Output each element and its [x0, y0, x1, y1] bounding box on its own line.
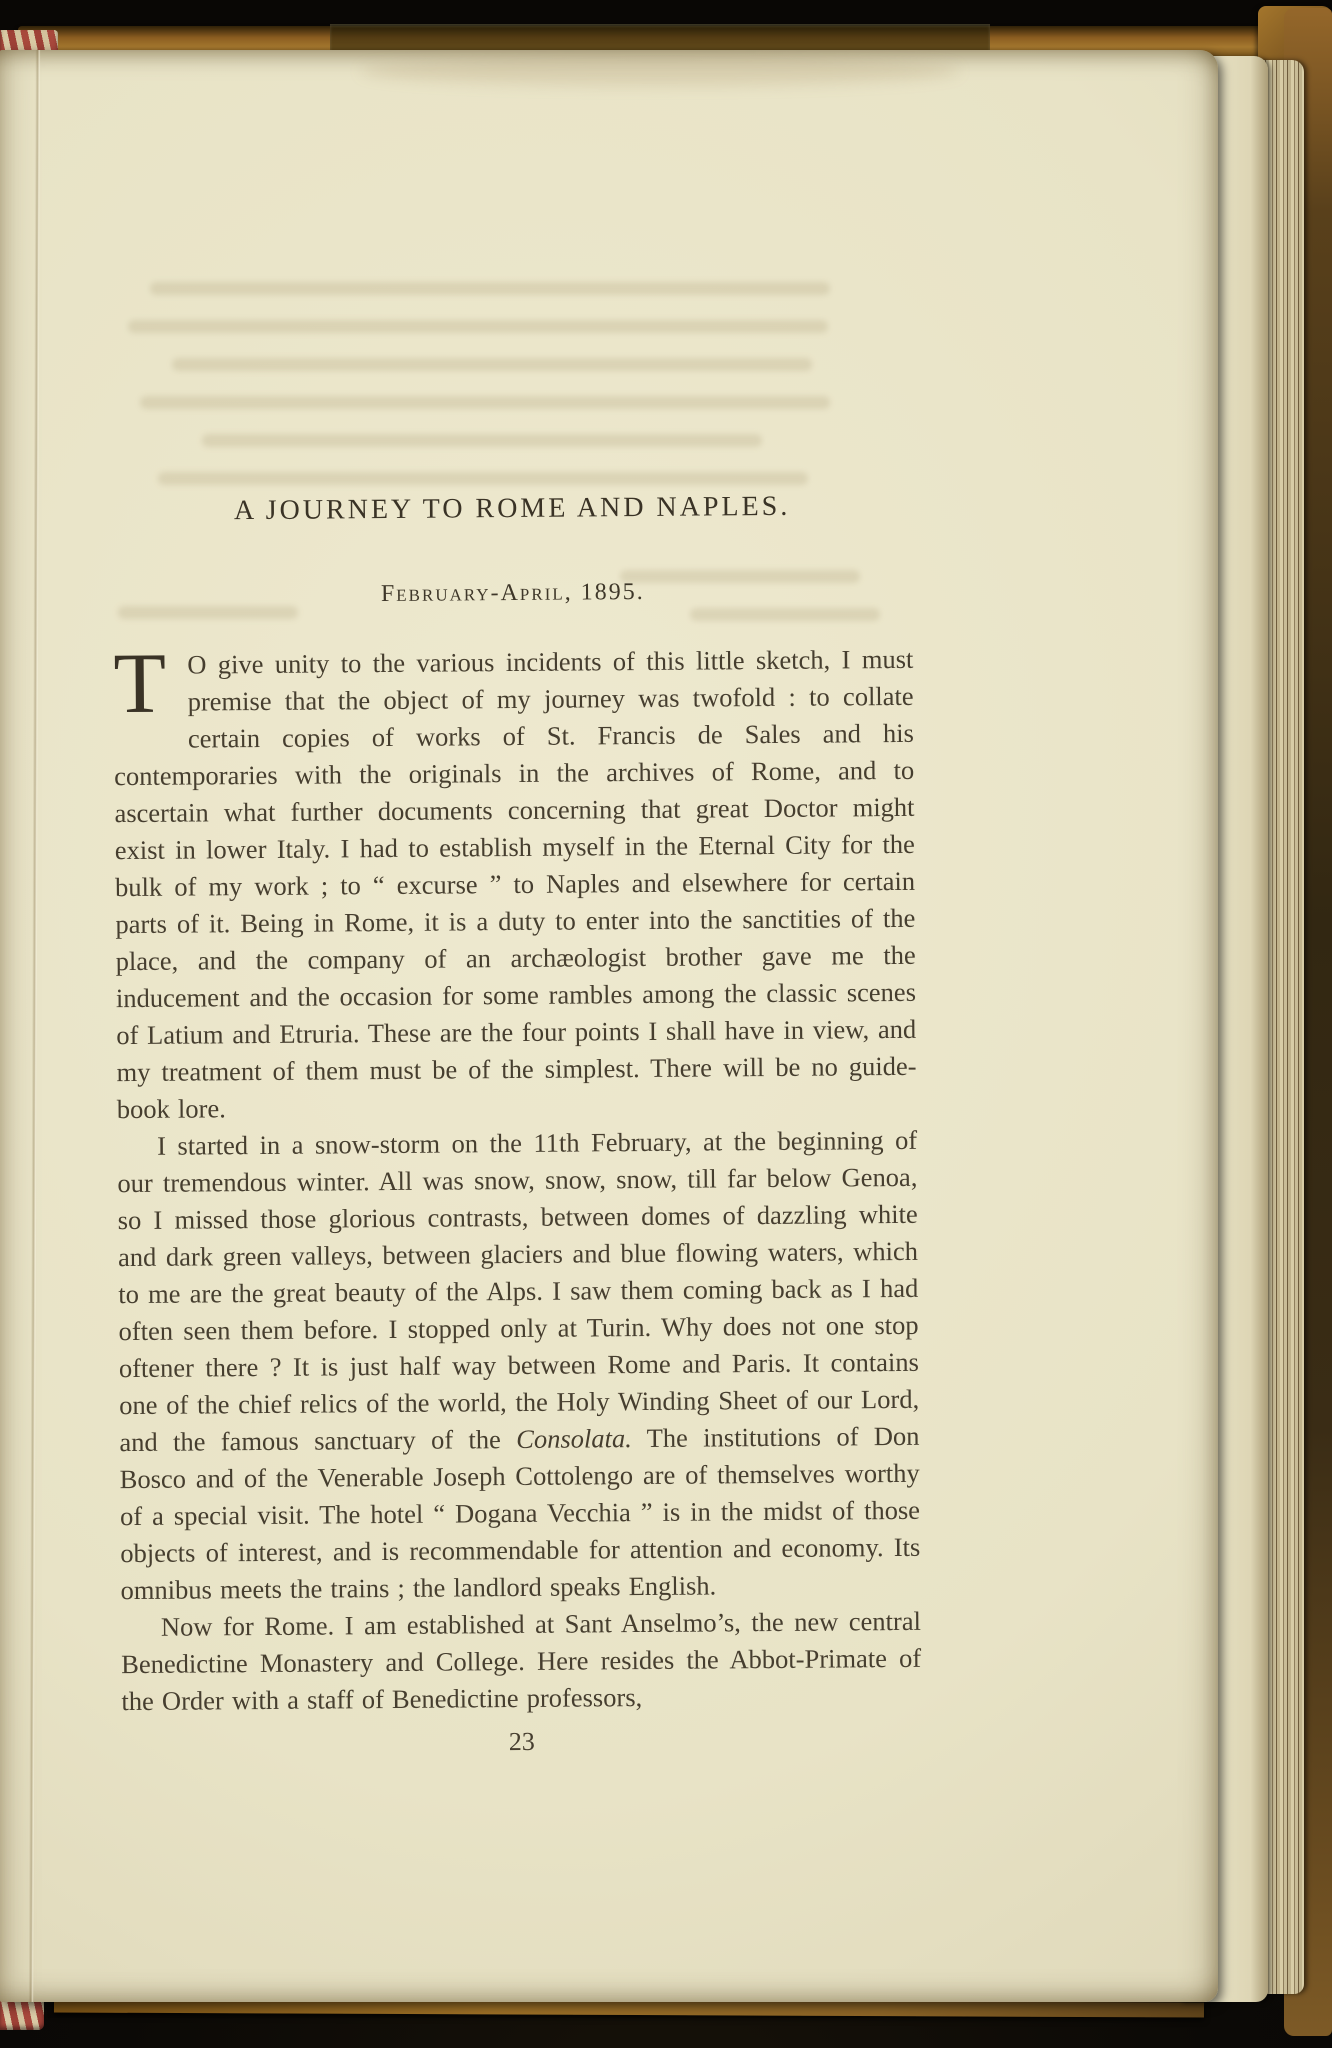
body-text: [113, 634, 922, 1720]
paragraph-1: [113, 634, 917, 1128]
paragraph-3: Now for Rome. I am established at Sant Anselmo’s, the new central Benedictine Monastery and College. Here resides the Abbot-Primate of the Order with a staff of Benedictine professors,: [121, 1605, 922, 1717]
paragraph-2-text-a: I started in a snow-storm on the 11th February, at the beginning of our tremendous winter. All was snow, snow, snow, till far below Genoa, so I missed those glorious contrasts, between domes of dazzling white and dark green valleys, between glaciers and blue flowing waters, which to me are the great beauty of the Alps. I saw them coming back as I had often seen them before. I stopped only at Turin. Why does not one stop oftener there ? It is just half way between Rome and Paris. It contains one of the chief relics of the world, the Holy Winding Sheet of our Lord, and the famous sanctuary of the: [117, 1124, 920, 1458]
drop-cap: T: [113, 634, 167, 732]
chapter-subtitle: February-April, 1895.: [380, 578, 645, 608]
page-edge-shadow: [360, 56, 960, 86]
page-number: 23: [508, 1726, 535, 1757]
paragraph-2: [117, 1122, 921, 1609]
paragraph-2-text-b: The institutions of Don Bosco and of the Venerable Joseph Cottolengo are of themselves worthy of a special visit. The hotel “ Dogana Vecchia ” is in the midst of those objects of interest, and is recommendable for attention and economy. Its omnibus meets the trains ; the landlord speaks English.: [119, 1420, 921, 1606]
italic-word-consolata: Consolata.: [516, 1423, 632, 1454]
paragraph-1-text: O give unity to the various incidents of this little sketch, I must premise that the object of my journey was twofold : to collate certain copies of works of St. Francis de Sales and his contemporaries with the originals in the archives of Rome, and to ascertain what further documents concerning that great Doctor might exist in lower Italy. I had to establish myself in the Eternal City for the bulk of my work ; to “ excurse ” to Naples and elsewhere for certain parts of it. Being in Rome, it is a duty to enter into the sanctities of the place, and the company of an archæologist brother gave me the inducement and the occasion for some rambles among the classic scenes of Latium and Etruria. These are the four points I shall have in view, and my treatment of them must be of the simplest. There will be no guide-book lore.: [114, 643, 917, 1125]
book-headband-bottom: [0, 1998, 44, 2030]
chapter-title: A JOURNEY TO ROME AND NAPLES.: [233, 490, 791, 527]
book-page: [0, 50, 1218, 2002]
text-block: [112, 489, 922, 1760]
gutter-crease: [29, 50, 41, 2002]
